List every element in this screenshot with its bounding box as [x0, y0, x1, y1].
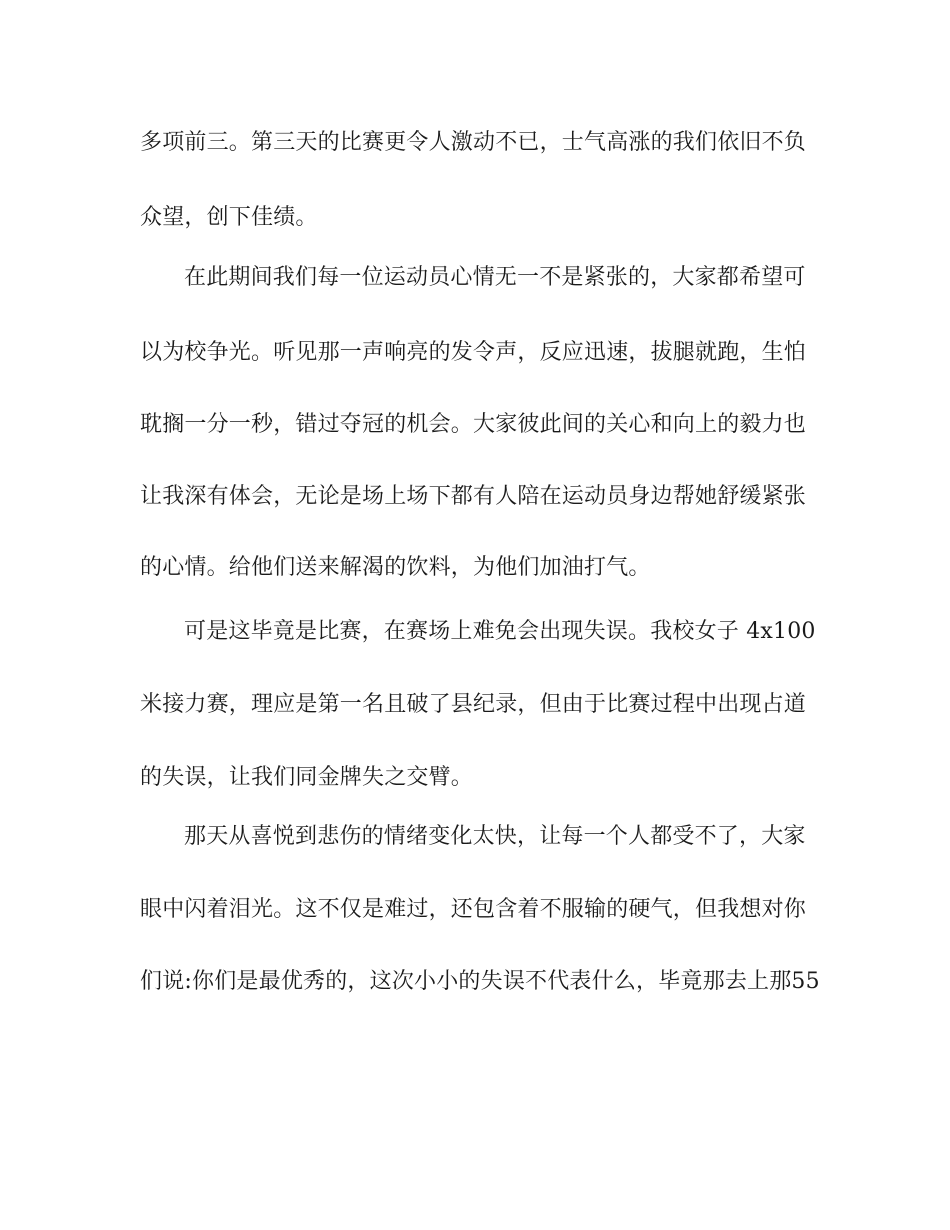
text-line: 的失误，让我们同金牌失之交臂。	[140, 765, 474, 790]
paragraph-start-line: 可是这毕竟是比赛，在赛场上难免会出现失误。我校女子 4x100	[184, 619, 816, 644]
text-line: 以为校争光。听见那一声响亮的发令声，反应迅速，拔腿就跑，生怕	[140, 340, 807, 365]
paragraph-start-line: 在此期间我们每一位运动员心情无一不是紧张的，大家都希望可	[184, 265, 806, 290]
text-line: 们说:你们是最优秀的，这次小小的失误不代表什么，毕竟那去上那55	[140, 969, 820, 994]
text-line: 眼中闪着泪光。这不仅是难过，还包含着不服输的硬气，但我想对你	[140, 897, 807, 922]
text-line: 的心情。给他们送来解渴的饮料，为他们加油打气。	[140, 555, 651, 580]
text-line: 多项前三。第三天的比赛更令人激动不已，士气高涨的我们依旧不负	[140, 130, 807, 155]
paragraph-start-line: 那天从喜悦到悲伤的情绪变化太快，让每一个人都受不了，大家	[184, 824, 806, 849]
text-line: 让我深有体会，无论是场上场下都有人陪在运动员身边帮她舒缓紧张	[140, 484, 807, 509]
text-line: 众望，创下佳绩。	[140, 205, 318, 230]
text-line: 米接力赛，理应是第一名且破了县纪录，但由于比赛过程中出现占道	[140, 692, 807, 717]
text-line: 耽搁一分一秒，错过夺冠的机会。大家彼此间的关心和向上的毅力也	[140, 412, 807, 437]
